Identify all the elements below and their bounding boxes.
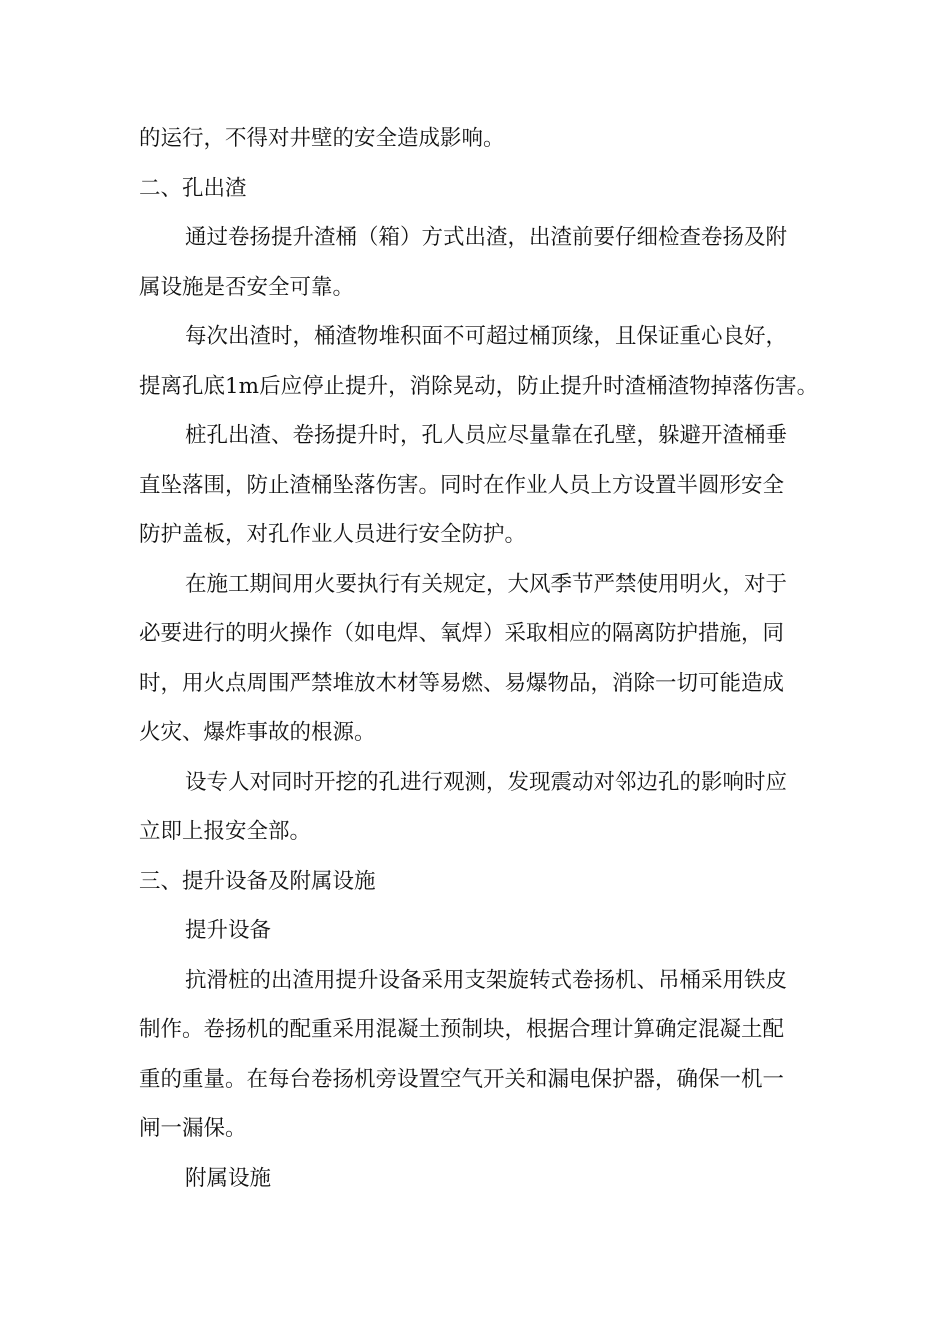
text-line: 在施工期间用火要执行有关规定，大风季节严禁使用明火，对于 xyxy=(185,571,788,597)
document-body xyxy=(139,114,839,1203)
text-line: 必要进行的明火操作（如电焊、氧焊）采取相应的隔离防护措施，同 xyxy=(139,621,785,646)
text-line: 通过卷扬提升渣桶（箱）方式出渣，出渣前要仔细检查卷扬及附 xyxy=(185,225,788,250)
subsection-heading: 提升设备 xyxy=(185,918,272,943)
text-line: 直坠落围，防止渣桶坠落伤害。同时在作业人员上方设置半圆形安全 xyxy=(139,472,785,498)
text-line: 时，用火点周围严禁堆放木材等易燃、易爆物品，消除一切可能造成 xyxy=(139,670,785,696)
text-line: 重的重量。在每台卷扬机旁设置空气开关和漏电保护器，确保一机一 xyxy=(139,1066,785,1092)
section-heading: 三、提升设备及附属设施 xyxy=(139,868,376,894)
text-line: 抗滑桩的出渣用提升设备采用支架旋转式卷扬机、吊桶采用铁皮 xyxy=(185,967,788,993)
text-line: 制作。卷扬机的配重采用混凝土预制块，根据合理计算确定混凝土配 xyxy=(139,1017,785,1042)
text-line: 每次出渣时，桶渣物堆积面不可超过桶顶缘，且保证重心良好， xyxy=(185,324,788,349)
text-line: 桩孔出渣、卷扬提升时，孔人员应尽量靠在孔壁，躲避开渣桶垂 xyxy=(185,423,788,448)
text-line: 立即上报安全部。 xyxy=(139,819,312,844)
text-line: 火灾、爆炸事故的根源。 xyxy=(139,720,376,745)
text-line: 设专人对同时开挖的孔进行观测，发现震动对邻边孔的影响时应 xyxy=(185,769,788,795)
text-line: 的运行，不得对井壁的安全造成影响。 xyxy=(139,126,505,151)
text-line: 防护盖板，对孔作业人员进行安全防护。 xyxy=(139,522,527,547)
subsection-heading: 附属设施 xyxy=(185,1165,272,1191)
text-line: 闸一漏保。 xyxy=(139,1116,247,1141)
section-heading: 二、孔出渣 xyxy=(139,175,247,201)
text-line: 属设施是否安全可靠。 xyxy=(139,274,355,300)
text-line: 提离孔底1m后应停止提升，消除晃动，防止提升时渣桶渣物掉落伤害。 xyxy=(139,373,819,399)
